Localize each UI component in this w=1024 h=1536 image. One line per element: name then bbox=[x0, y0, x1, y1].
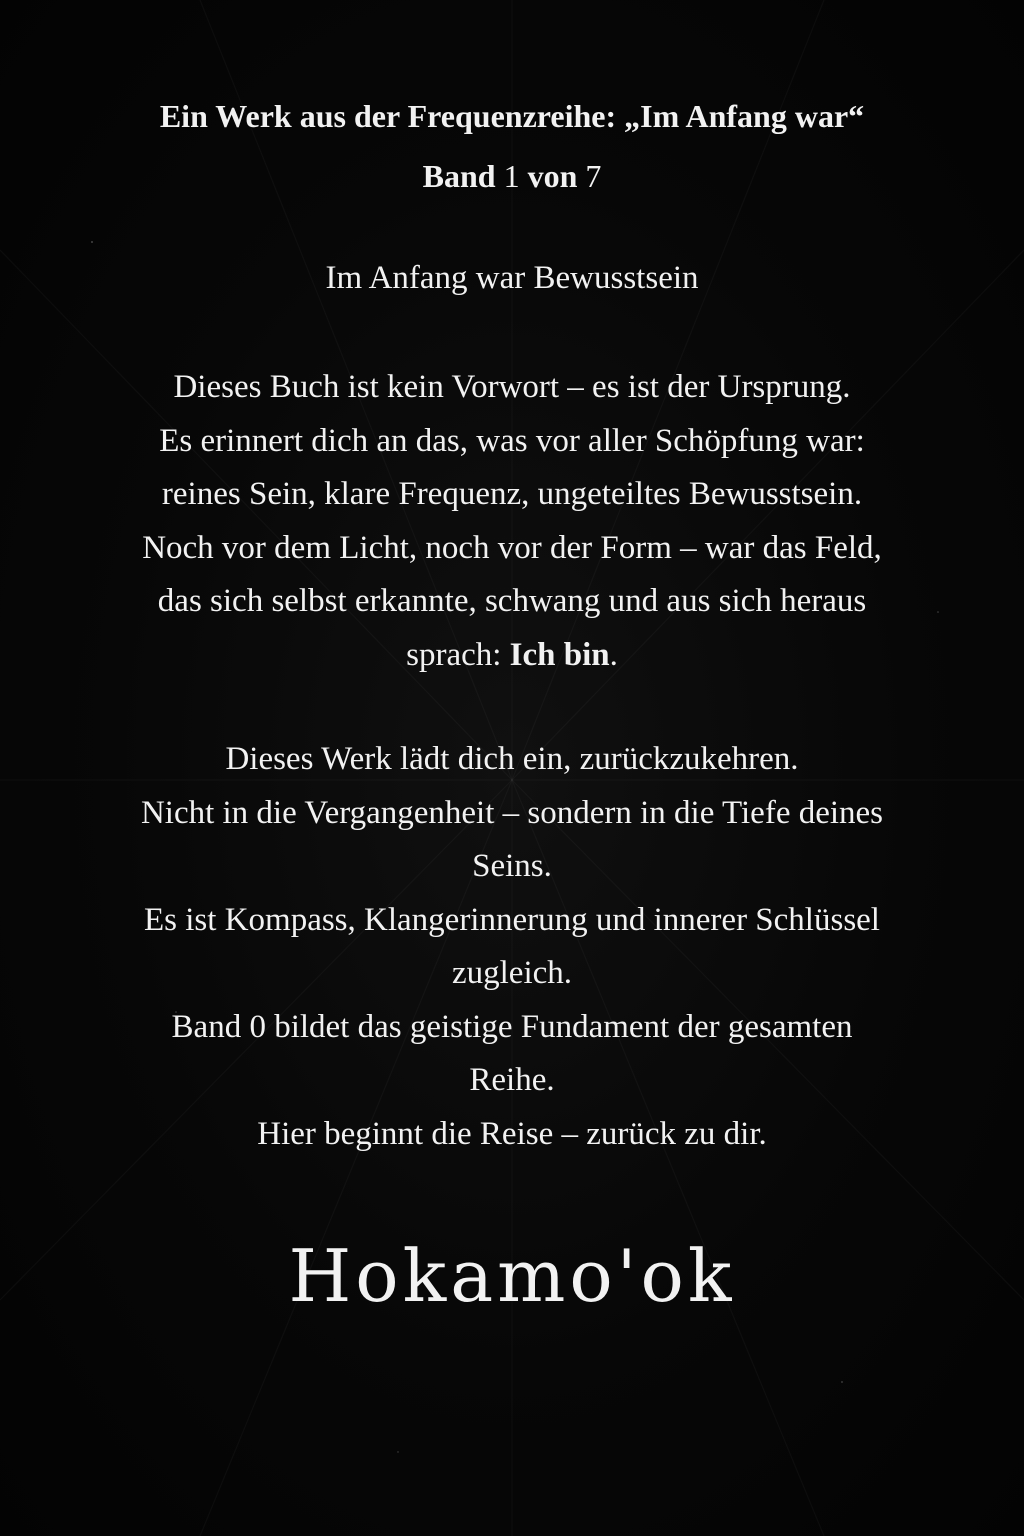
volume-indicator bbox=[40, 160, 984, 192]
text-line: Es ist Kompass, Klangerinnerung und innerer Schlüssel bbox=[144, 901, 880, 938]
text-line: Dieses Werk lädt dich ein, zurückzukehren. bbox=[225, 741, 799, 777]
text-line: reines Sein, klare Frequenz, ungeteiltes Bewusstsein. bbox=[161, 476, 863, 512]
text-line-last bbox=[40, 629, 984, 683]
series-heading: Ein Werk aus der Frequenzreihe: „Im Anfang war“ bbox=[159, 98, 865, 134]
text-line: Noch vor dem Licht, noch vor der Form – war das Feld, bbox=[142, 529, 882, 566]
von-word: von bbox=[527, 158, 578, 194]
text-suffix: . bbox=[609, 636, 618, 673]
band-number: 1 bbox=[503, 158, 520, 194]
text-line: Es erinnert dich an das, was vor aller Schöpfung war: bbox=[159, 422, 865, 459]
text-line: zugleich. bbox=[451, 955, 573, 991]
emphasis-ich-bin: Ich bin bbox=[509, 636, 610, 673]
text-line: Band 0 bildet das geistige Fundament der gesamten bbox=[171, 1008, 853, 1045]
description-paragraph-1 bbox=[40, 361, 984, 682]
band-total: 7 bbox=[585, 158, 602, 194]
text-line: das sich selbst erkannte, schwang und aus sich heraus bbox=[157, 583, 867, 619]
author-name: Hokamo'ok bbox=[288, 1234, 736, 1318]
band-word: Band bbox=[422, 158, 496, 194]
text-line: Hier beginnt die Reise – zurück zu dir. bbox=[257, 1115, 767, 1152]
text-prefix: sprach: bbox=[406, 636, 510, 673]
text-line: Reihe. bbox=[469, 1062, 555, 1098]
text-line: Dieses Buch ist kein Vorwort – es ist der Ursprung. bbox=[173, 369, 851, 405]
description-paragraph-2 bbox=[40, 733, 984, 1161]
text-line: Seins. bbox=[472, 848, 552, 884]
book-title: Im Anfang war Bewusstsein bbox=[325, 260, 699, 296]
text-line: Nicht in die Vergangenheit – sondern in die Tiefe deines bbox=[140, 794, 884, 831]
